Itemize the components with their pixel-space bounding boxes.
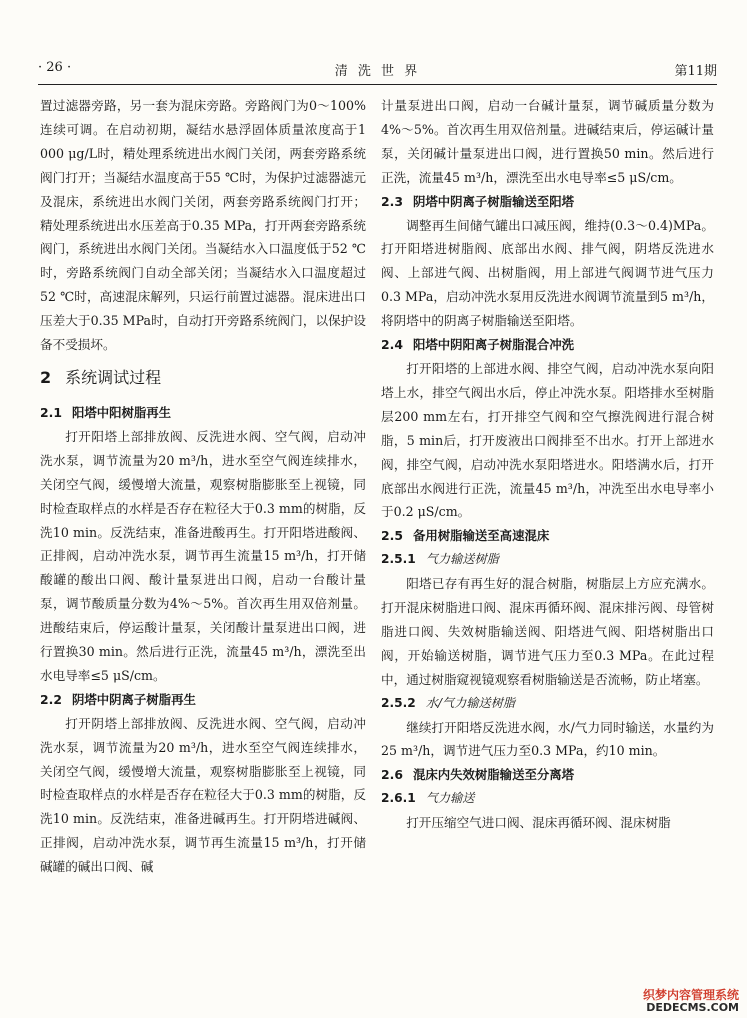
subsection-number: 2.3 <box>381 193 403 209</box>
subsection-heading-2-3 <box>381 190 714 214</box>
subsection-title: 阳塔中阴阳离子树脂混合冲洗 <box>412 337 575 353</box>
watermark-cn: 织梦内容管理系统 <box>642 988 739 1002</box>
subsection-title: 阴塔中阴离子树脂输送至阳塔 <box>412 193 575 209</box>
subsection-number: 2.4 <box>381 337 403 353</box>
section-number: 2 <box>40 367 52 387</box>
subsection-heading-2-5-2 <box>381 692 714 716</box>
issue-number: 第11期 <box>674 64 717 79</box>
subsection-number: 2.2 <box>40 691 62 707</box>
paragraph-2-5-2: 继续打开阳塔反洗进水阀，水/气力同时输送，水量约为25 m³/h，调节进气压力至0.3 MPa，约10 min。 <box>381 719 714 759</box>
paragraph-2-3: 调整再生间储气罐出口减压阀，维持(0.3～0.4)MPa。打开阳塔进树脂阀、底部出水阀、排气阀，阴塔反洗进水阀、上部进气阀、出树脂阀，用上部进气阀调节进气压力0.3 MPa，启动冲洗水泵用反洗进水阀调节流量到5 m³/h，将阴塔中的阴离子树脂输送至阳塔。 <box>381 217 714 329</box>
subsection-title: 气力输送树脂 <box>425 552 499 567</box>
subsection-number: 2.6 <box>381 767 403 783</box>
subsection-heading-2-5-1 <box>381 548 714 572</box>
subsection-number: 2.5.2 <box>381 695 416 710</box>
subsection-title: 水/气力输送树脂 <box>425 695 516 710</box>
watermark-en: DEDECMS.COM <box>646 1001 739 1014</box>
subsection-heading-2-2 <box>40 688 366 712</box>
paragraph-2-5-1: 阳塔已存有再生好的混合树脂，树脂层上方应充满水。打开混床树脂进口阀、混床再循环阀、混床排污阀、母管树脂进口阀、失效树脂输送阀、阳塔进气阀、阳塔树脂出口阀，开始输送树脂，调节进气压力至0.3 MPa。在此过程中，通过树脂窥视镜观察看树脂输送是否流畅，防止堵塞。 <box>381 576 714 687</box>
subsection-heading-2-6 <box>381 763 714 787</box>
right-column <box>381 94 714 835</box>
paragraph-2-6-1: 打开压缩空气进口阀、混床再循环阀、混床树脂 <box>406 815 671 831</box>
subsection-heading-2-5 <box>381 524 714 548</box>
paragraph-2-4: 打开阳塔的上部进水阀、排空气阀，启动冲洗水泵向阳塔上水，排空气阀出水后，停止冲洗水泵。阳塔排水至树脂层200 mm左右，打开排空气阀和空气擦洗阀进行混合树脂，5 min后，打开废液出口阀排至不出水。打开上部进水阀，排空气阀，启动冲洗水泵阳塔进水。阳塔满水后，打开底部出水阀进行正洗，流量45 m³/h，冲洗至出水电导率小于0.2 μS/cm。 <box>381 360 714 520</box>
subsection-title: 备用树脂输送至高速混床 <box>412 528 550 544</box>
paragraph-bypass: 置过滤器旁路，另一套为混床旁路。旁路阀门为0～100%连续可调。在启动初期，凝结水悬浮固体质量浓度高于1 000 μg/L时，精处理系统进出水阀门关闭，两套旁路系统阀门打开；当凝结水温度高于55 ℃时，为保护过滤器滤元及混床，系统进出水阀门关闭，两套旁路系统阀门打开；精处理系统进出水压差高于0.35 MPa，打开两套旁路系统阀门，系统进出水阀门关闭。当凝结水入口温度低于52 ℃时，旁路系统阀门自动全部关闭；当凝结水入口温度超过52 ℃时，高速混床解列，只运行前置过滤器。混床进出口压差大于0.35 MPa时，自动打开旁路系统阀门，以保护设备不受损坏。 <box>40 98 366 353</box>
subsection-heading-2-6-1 <box>381 787 714 811</box>
paragraph-continued: 计量泵进出口阀，启动一台碱计量泵，调节碱质量分数为4%～5%。首次再生用双倍剂量。进碱结束后，停运碱计量泵，关闭碱计量泵进出口阀，进行置换50 min。然后进行正洗，流量45 m³/h，漂洗至出水电导率≤5 μS/cm。 <box>381 98 714 185</box>
section-title: 系统调试过程 <box>65 367 162 387</box>
subsection-heading-2-1 <box>40 401 366 425</box>
subsection-title: 阴塔中阴离子树脂再生 <box>71 691 196 707</box>
subsection-number: 2.5.1 <box>381 552 416 567</box>
section-heading-2 <box>40 365 366 391</box>
subsection-title: 阳塔中阳树脂再生 <box>71 404 172 420</box>
paragraph-2-1: 打开阳塔上部排放阀、反洗进水阀、空气阀，启动冲洗水泵，调节流量为20 m³/h，进水至空气阀连续排水，关闭空气阀，缓慢增大流量，观察树脂膨胀至上视镜，同时检查取样点的水样是否存在粒径大于0.3 mm的树脂，反洗10 min。反洗结束，准备进酸再生。打开阳塔进酸阀、正排阀，启动冲洗水泵，调节再生流量15 m³/h，打开储酸罐的酸出口阀、酸计量泵进出口阀，启动一台酸计量泵，调节酸质量分数为4%～5%。首次再生用双倍剂量。进酸结束后，停运酸计量泵，关闭酸计量泵进出口阀，进行置换30 min。然后进行正洗，流量45 m³/h，漂洗至出水电导率≤5 μS/cm。 <box>40 428 366 683</box>
page-number: · 26 · <box>38 60 72 75</box>
subsection-heading-2-4 <box>381 333 714 357</box>
subsection-title: 混床内失效树脂输送至分离塔 <box>412 767 575 783</box>
subsection-number: 2.1 <box>40 404 62 420</box>
journal-title: 清 洗 世 界 <box>334 64 421 79</box>
paragraph-2-2: 打开阴塔上部排放阀、反洗进水阀、空气阀，启动冲洗水泵，调节流量为20 m³/h，进水至空气阀连续排水，关闭空气阀，缓慢增大流量，观察树脂膨胀至上视镜，同时检查取样点的水样是否存在粒径大于0.3 mm的树脂，反洗10 min。反洗结束，准备进碱再生。打开阴塔进碱阀、正排阀，启动冲洗水泵，调节再生流量15 m³/h，打开储碱罐的碱出口阀、碱 <box>40 715 366 875</box>
subsection-number: 2.6.1 <box>381 791 416 806</box>
subsection-title: 气力输送 <box>425 791 475 806</box>
left-column <box>40 94 366 879</box>
page-header <box>38 60 717 80</box>
subsection-number: 2.5 <box>381 528 403 544</box>
header-rule <box>38 84 717 85</box>
